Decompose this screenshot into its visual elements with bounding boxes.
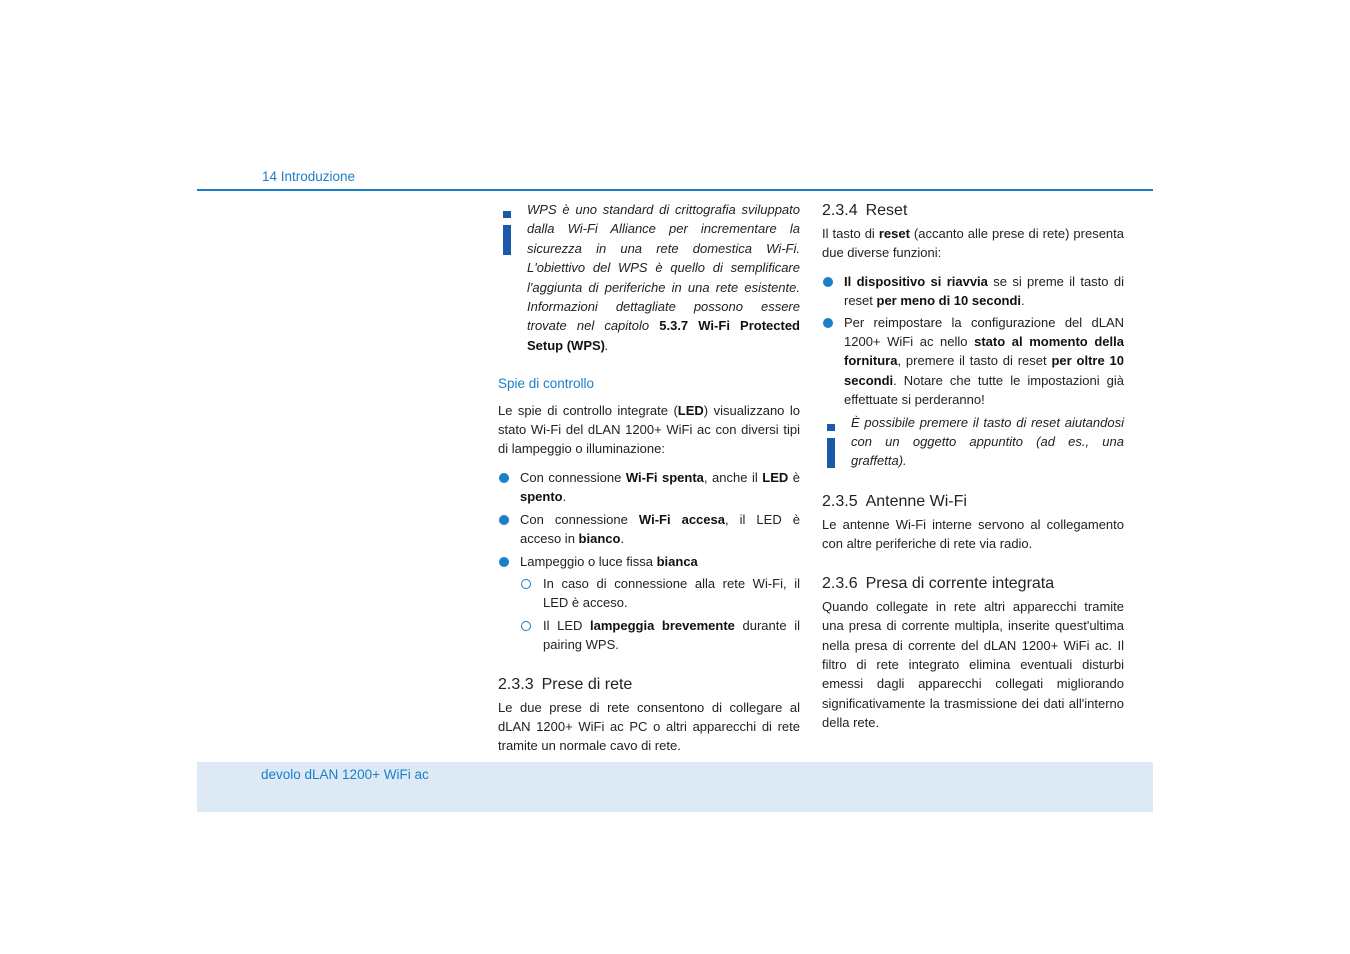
- section-heading-2-3-6: 2.3.6 Presa di corrente integrata: [822, 574, 1055, 592]
- wps-chapter-ref: 5.3.7 Wi-Fi Protected Setup (WPS): [527, 318, 800, 353]
- list-item: Con connessione Wi-Fi spenta, anche il LED è spento.: [498, 468, 800, 507]
- wps-note-text: WPS è uno standard di crittografia sviluppato dalla Wi-Fi Alliance per incrementare la sicurezza in una rete domestica Wi-Fi. L'obiettivo del WPS è quello di semplificare l'aggiunta di periferiche in una rete esistente. Informazioni dettagliate possono essere trovate nel capitolo: [527, 202, 800, 334]
- hollow-bullet: [521, 579, 531, 589]
- section-heading-2-3-4: 2.3.4 Reset: [822, 202, 908, 219]
- footer-band: [197, 762, 1153, 812]
- info-icon: [503, 211, 512, 255]
- led-bullet-list: [498, 468, 800, 571]
- section-heading-2-3-5: 2.3.5 Antenne Wi-Fi: [822, 492, 967, 510]
- reset-info-note: È possibile premere il tasto di reset aiutandosi con un oggetto appuntito (ad es., una graffetta).: [822, 413, 1124, 471]
- section-body-2-3-5: Le antenne Wi-Fi interne servono al collegamento con altre periferiche di rete via radio.: [822, 516, 1124, 552]
- bullet-dot: [499, 473, 509, 483]
- list-item: Lampeggio o luce fissa bianca: [498, 552, 800, 571]
- header-rule: [197, 189, 1153, 191]
- bullet-dot: [823, 318, 833, 328]
- bullet-dot: [823, 277, 833, 287]
- wps-info-note: WPS è uno standard di crittografia sviluppato dalla Wi-Fi Alliance per incrementare la sicurezza in una rete domestica Wi-Fi. L'obiettivo del WPS è quello di semplificare l'aggiunta di periferiche in una rete esistente. Informazioni dettagliate possono essere trovate nel capitolo 5.3.7 Wi-Fi Protected Setup (WPS).: [498, 200, 800, 355]
- list-item: In caso di connessione alla rete Wi-Fi, il LED è acceso.: [498, 574, 800, 613]
- bullet-dot: [499, 557, 509, 567]
- hollow-bullet: [521, 621, 531, 631]
- led-subheading: Spie di controllo: [498, 376, 595, 392]
- left-column: [498, 200, 800, 756]
- list-item: Il LED lampeggia brevemente durante il pairing WPS.: [498, 616, 800, 655]
- led-subbullet-list: [498, 574, 800, 655]
- reset-intro: Il tasto di reset (accanto alle prese di rete) presenta due diverse funzioni:: [822, 226, 1124, 261]
- section-heading-2-3-3: 2.3.3 Prese di rete: [498, 675, 633, 693]
- bullet-dot: [499, 515, 509, 525]
- section-body-2-3-3: Le due prese di rete consentono di collegare al dLAN 1200+ WiFi ac PC o altri apparecchi di rete tramite un normale cavo di rete.: [498, 699, 800, 754]
- list-item: Il dispositivo si riavvia se si preme il tasto di reset per meno di 10 secondi.: [822, 272, 1124, 311]
- info-icon: [827, 424, 836, 468]
- led-intro: Le spie di controllo integrate (LED) visualizzano lo stato Wi-Fi del dLAN 1200+ WiFi ac con diversi tipi di lampeggio o illuminazione:: [498, 402, 800, 457]
- list-item: Per reimpostare la configurazione del dLAN 1200+ WiFi ac nello stato al momento della fornitura, premere il tasto di reset per oltre 10 secondi. Notare che tutte le impostazioni già effettuate si perderanno!: [822, 313, 1124, 410]
- page-header-label: 14 Introduzione: [262, 169, 356, 184]
- footer-product-name: devolo dLAN 1200+ WiFi ac: [261, 767, 429, 782]
- list-item: Con connessione Wi-Fi accesa, il LED è acceso in bianco.: [498, 510, 800, 549]
- reset-bullet-list: [822, 272, 1124, 410]
- section-body-2-3-6: Quando collegate in rete altri apparecchi tramite una presa di corrente multipla, inserite quest'ultima nella presa di corrente del dLAN 1200+ WiFi ac. Il filtro di rete integrato elimina eventuali disturbi emessi dagli apparecchi collegati migliorando significativamente la trasmissione dei dati all'interno della rete.: [822, 598, 1124, 731]
- right-column: [822, 200, 1124, 733]
